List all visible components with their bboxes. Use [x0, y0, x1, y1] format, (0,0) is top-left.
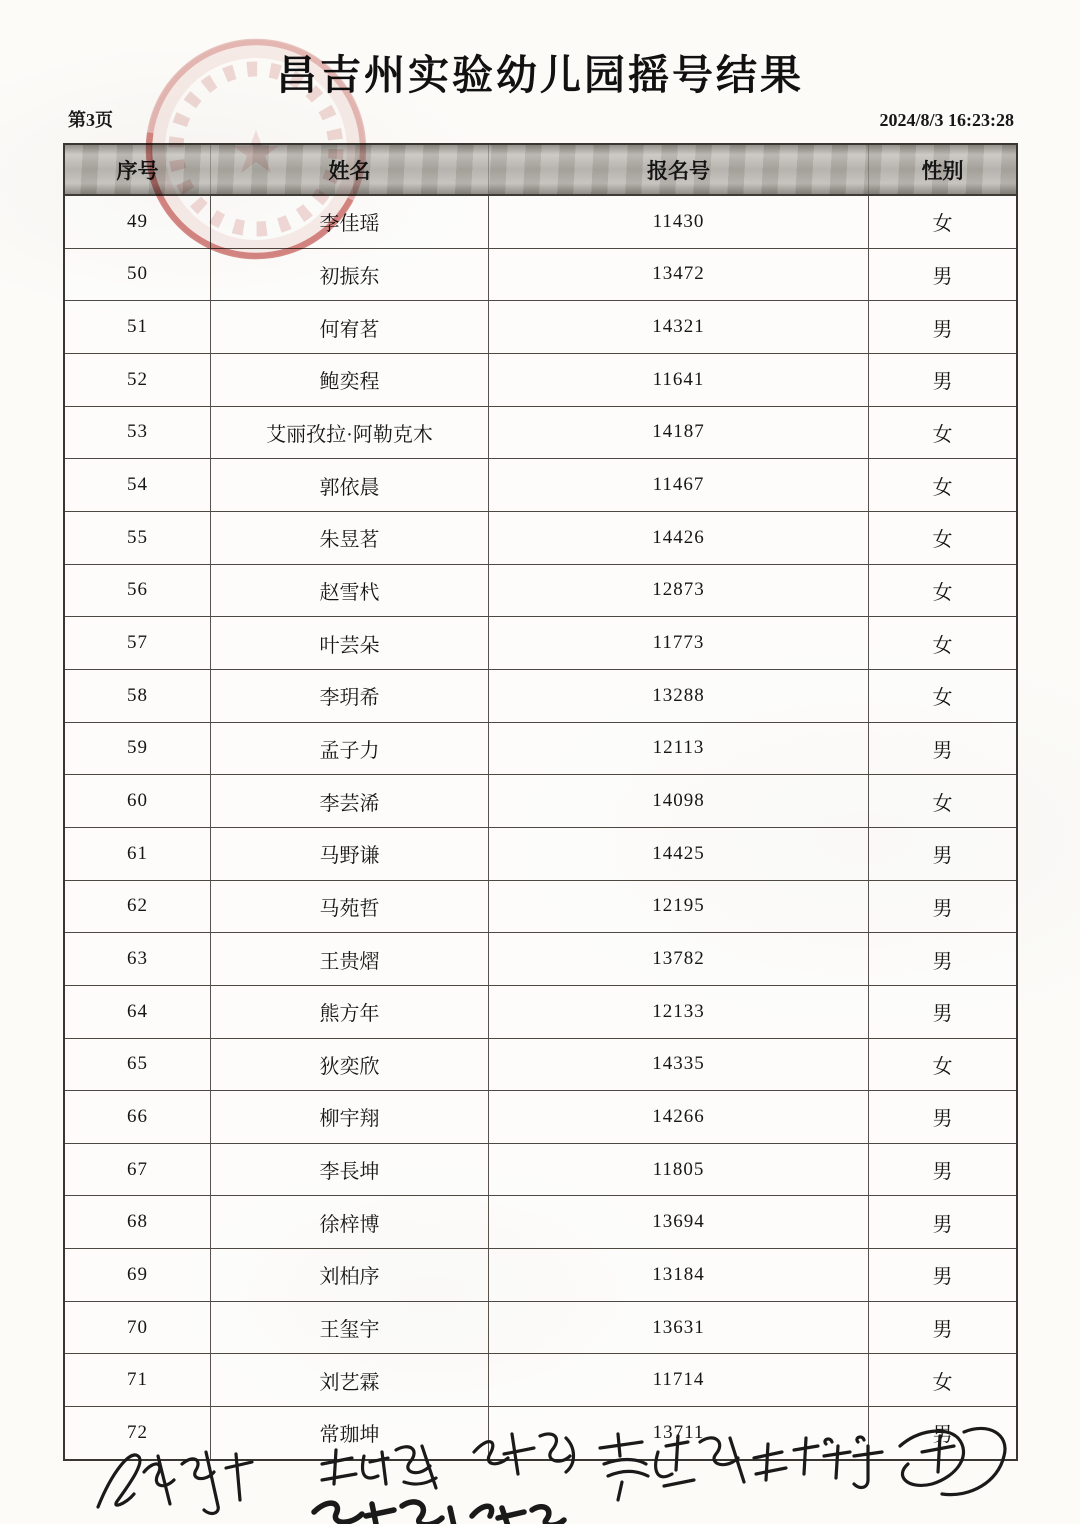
serial-cell: 68 — [65, 1196, 211, 1248]
table-row — [65, 1195, 1016, 1248]
gender-cell: 男 — [932, 371, 953, 394]
registration-number-cell: 14266 — [489, 1091, 869, 1143]
handwritten-signature-8-partial — [472, 1506, 564, 1524]
name-cell: 叶芸朵 — [211, 617, 489, 669]
gender-cell: 男 — [932, 1319, 953, 1342]
registration-number-cell: 13631 — [489, 1302, 869, 1354]
header-gender: 性别 — [921, 159, 964, 183]
header-registration-number: 报名号 — [489, 145, 869, 194]
serial-cell: 58 — [65, 670, 211, 722]
timestamp: 2024/8/3 16:23:28 — [879, 110, 1014, 130]
gender-cell: 男 — [932, 1108, 953, 1131]
gender-cell: 男 — [932, 1161, 953, 1184]
registration-number-cell: 12195 — [489, 881, 869, 933]
serial-cell: 66 — [65, 1091, 211, 1143]
table-row — [65, 669, 1016, 722]
serial-cell: 72 — [65, 1407, 211, 1459]
handwritten-signature-7-partial — [314, 1502, 454, 1524]
name-cell: 孟子力 — [211, 723, 489, 775]
name-cell: 常珈坤 — [211, 1407, 489, 1459]
serial-cell: 61 — [65, 828, 211, 880]
registration-number-cell: 13184 — [489, 1249, 869, 1301]
name-cell: 熊方年 — [211, 986, 489, 1038]
gender-cell: 男 — [932, 1266, 953, 1289]
registration-number-cell: 12133 — [489, 986, 869, 1038]
serial-cell: 70 — [65, 1302, 211, 1354]
serial-cell: 59 — [65, 723, 211, 775]
gender-cell: 男 — [932, 845, 953, 868]
handwritten-signature-1 — [98, 1452, 252, 1513]
gender-cell: 男 — [932, 1424, 953, 1447]
gender-cell: 男 — [932, 265, 953, 288]
table-row — [65, 353, 1016, 406]
table-row — [65, 1090, 1016, 1143]
results-table — [63, 143, 1018, 1461]
table-row — [65, 196, 1016, 248]
name-cell: 马野谦 — [211, 828, 489, 880]
name-cell: 李玥希 — [211, 670, 489, 722]
gender-cell: 女 — [932, 1055, 953, 1078]
table-row — [65, 774, 1016, 827]
serial-cell: 57 — [65, 617, 211, 669]
table-row — [65, 1406, 1016, 1459]
name-cell: 刘艺霖 — [211, 1354, 489, 1406]
table-row — [65, 1248, 1016, 1301]
gender-cell: 男 — [932, 950, 953, 973]
registration-number-cell: 11805 — [489, 1144, 869, 1196]
gender-cell: 女 — [932, 792, 953, 815]
name-cell: 艾丽孜拉·阿勒克木 — [211, 407, 489, 459]
registration-number-cell: 14426 — [489, 512, 869, 564]
table-row — [65, 511, 1016, 564]
name-cell: 柳宇翔 — [211, 1091, 489, 1143]
name-cell: 李芸浠 — [211, 775, 489, 827]
name-cell: 初振东 — [211, 249, 489, 301]
table-row — [65, 985, 1016, 1038]
registration-number-cell: 11430 — [489, 196, 869, 248]
table-row — [65, 1301, 1016, 1354]
gender-cell: 男 — [932, 739, 953, 762]
table-row — [65, 300, 1016, 353]
gender-cell: 女 — [932, 476, 953, 499]
serial-cell: 69 — [65, 1249, 211, 1301]
gender-cell: 女 — [932, 634, 953, 657]
registration-number-cell: 14321 — [489, 301, 869, 353]
registration-number-cell: 14187 — [489, 407, 869, 459]
name-cell: 王贵熠 — [211, 933, 489, 985]
registration-number-cell: 11714 — [489, 1354, 869, 1406]
registration-number-cell: 14098 — [489, 775, 869, 827]
serial-cell: 65 — [65, 1039, 211, 1091]
table-row — [65, 1143, 1016, 1196]
serial-cell: 53 — [65, 407, 211, 459]
name-cell: 鲍奕程 — [211, 354, 489, 406]
name-cell: 何宥茗 — [211, 301, 489, 353]
serial-cell: 60 — [65, 775, 211, 827]
serial-cell: 50 — [65, 249, 211, 301]
registration-number-cell: 14335 — [489, 1039, 869, 1091]
gender-cell: 女 — [932, 581, 953, 604]
name-cell: 朱昱茗 — [211, 512, 489, 564]
serial-cell: 52 — [65, 354, 211, 406]
gender-cell: 女 — [932, 529, 953, 552]
name-cell: 徐梓博 — [211, 1196, 489, 1248]
name-cell: 刘柏序 — [211, 1249, 489, 1301]
gender-cell: 男 — [932, 1213, 953, 1236]
name-cell: 李長坤 — [211, 1144, 489, 1196]
serial-cell: 71 — [65, 1354, 211, 1406]
page-number: 第3页 — [68, 110, 113, 130]
table-row — [65, 1353, 1016, 1406]
table-row — [65, 406, 1016, 459]
gender-cell: 女 — [932, 213, 953, 236]
serial-cell: 51 — [65, 301, 211, 353]
serial-cell: 63 — [65, 933, 211, 985]
registration-number-cell: 12113 — [489, 723, 869, 775]
registration-number-cell: 11773 — [489, 617, 869, 669]
serial-cell: 54 — [65, 459, 211, 511]
serial-cell: 56 — [65, 565, 211, 617]
serial-cell: 49 — [65, 196, 211, 248]
gender-cell: 女 — [932, 423, 953, 446]
table-row — [65, 248, 1016, 301]
gender-cell: 男 — [932, 897, 953, 920]
table-row — [65, 1038, 1016, 1091]
registration-number-cell: 11467 — [489, 459, 869, 511]
registration-number-cell: 13694 — [489, 1196, 869, 1248]
serial-cell: 67 — [65, 1144, 211, 1196]
table-row — [65, 932, 1016, 985]
registration-number-cell: 13288 — [489, 670, 869, 722]
registration-number-cell: 12873 — [489, 565, 869, 617]
table-row — [65, 458, 1016, 511]
serial-cell: 55 — [65, 512, 211, 564]
registration-number-cell: 11641 — [489, 354, 869, 406]
registration-number-cell: 13711 — [489, 1407, 869, 1459]
table-row — [65, 880, 1016, 933]
header-name: 姓名 — [211, 145, 489, 194]
registration-number-cell: 14425 — [489, 828, 869, 880]
name-cell: 马苑哲 — [211, 881, 489, 933]
table-row — [65, 564, 1016, 617]
header-serial: 序号 — [65, 145, 211, 194]
name-cell: 狄奕欣 — [211, 1039, 489, 1091]
table-row — [65, 722, 1016, 775]
registration-number-cell: 13472 — [489, 249, 869, 301]
table-header-row — [65, 145, 1016, 196]
gender-cell: 女 — [932, 1371, 953, 1394]
registration-number-cell: 13782 — [489, 933, 869, 985]
serial-cell: 62 — [65, 881, 211, 933]
gender-cell: 男 — [932, 318, 953, 341]
table-row — [65, 616, 1016, 669]
table-body — [65, 196, 1016, 1459]
name-cell: 赵雪杙 — [211, 565, 489, 617]
name-cell: 王玺宇 — [211, 1302, 489, 1354]
gender-cell: 女 — [932, 687, 953, 710]
meta-row — [68, 106, 1014, 132]
serial-cell: 64 — [65, 986, 211, 1038]
name-cell: 李佳瑶 — [211, 196, 489, 248]
page-title: 昌吉州实验幼儿园摇号结果 — [276, 52, 804, 98]
name-cell: 郭依晨 — [211, 459, 489, 511]
table-row — [65, 827, 1016, 880]
gender-cell: 男 — [932, 1003, 953, 1026]
